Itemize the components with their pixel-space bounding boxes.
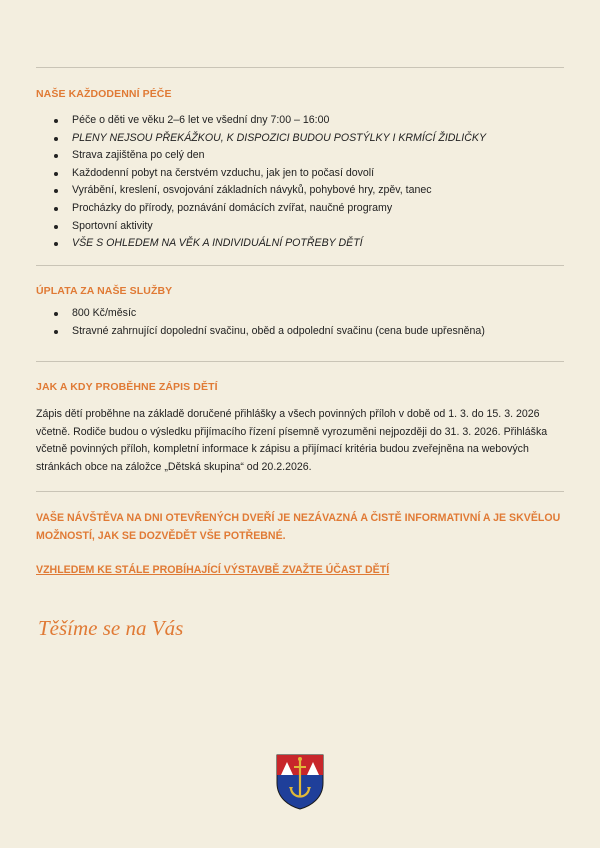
list-item: Péče o děti ve věku 2–6 let ve všední dny 7:00 – 16:00 xyxy=(54,112,554,130)
coat-of-arms-icon xyxy=(275,753,325,810)
open-days-note: VAŠE NÁVŠTĚVA NA DNI OTEVŘENÝCH DVEŘÍ JE NEZÁVAZNÁ A ČISTĚ INFORMATIVNÍ A JE SKVĚLOU MOŽNOSTÍ, JAK SE DOZVĚDĚT VŠE POTŘEBNÉ. xyxy=(36,512,561,542)
divider-payment xyxy=(36,361,564,362)
enrollment-heading: JAK A KDY PROBĚHNE ZÁPIS DĚTÍ xyxy=(36,381,218,393)
payment-heading: ÚPLATA ZA NAŠE SLUŽBY xyxy=(36,285,173,297)
divider-enrollment xyxy=(36,491,564,492)
payment-list xyxy=(54,305,554,340)
list-item: Stravné zahrnující dopolední svačinu, oběd a odpolední svačinu (cena bude upřesněna) xyxy=(54,323,554,341)
signoff: Těšíme se na Vás xyxy=(38,616,184,640)
list-item: Sportovní aktivity xyxy=(54,218,554,236)
care-list xyxy=(54,112,554,253)
list-item: PLENY NEJSOU PŘEKÁŽKOU, K DISPOZICI BUDOU POSTÝLKY I KRMÍCÍ ŽIDLIČKY xyxy=(54,130,554,148)
list-item: Strava zajištěna po celý den xyxy=(54,147,554,165)
divider-top xyxy=(36,67,564,68)
list-item: VŠE S OHLEDEM NA VĚK A INDIVIDUÁLNÍ POTŘEBY DĚTÍ xyxy=(54,235,554,253)
construction-note: VZHLEDEM KE STÁLE PROBÍHAJÍCÍ VÝSTAVBĚ ZVAŽTE ÚČAST DĚTÍ xyxy=(36,564,390,576)
list-item: Každodenní pobyt na čerstvém vzduchu, jak jen to počasí dovolí xyxy=(54,165,554,183)
divider-care xyxy=(36,265,564,266)
care-heading: NAŠE KAŽDODENNÍ PÉČE xyxy=(36,88,172,100)
list-item: Procházky do přírody, poznávání domácích zvířat, naučné programy xyxy=(54,200,554,218)
list-item: 800 Kč/měsíc xyxy=(54,305,554,323)
enrollment-paragraph: Zápis dětí proběhne na základě doručené přihlášky a všech povinných příloh v době od 1. 3. do 15. 3. 2026 včetně. Rodiče budou o výsledku přijímacího řízení písemně vyrozuměni nejpozději do 31. 3. 2026. Přihláška včetně povinných příloh, kompletní informace k zápisu a přijímací kritéria budou zveřejněna na webových stránkách obce na záložce „Dětská skupina“ od 20.2.2026. xyxy=(36,408,548,473)
list-item: Vyrábění, kreslení, osvojování základních návyků, pohybové hry, zpěv, tanec xyxy=(54,182,554,200)
